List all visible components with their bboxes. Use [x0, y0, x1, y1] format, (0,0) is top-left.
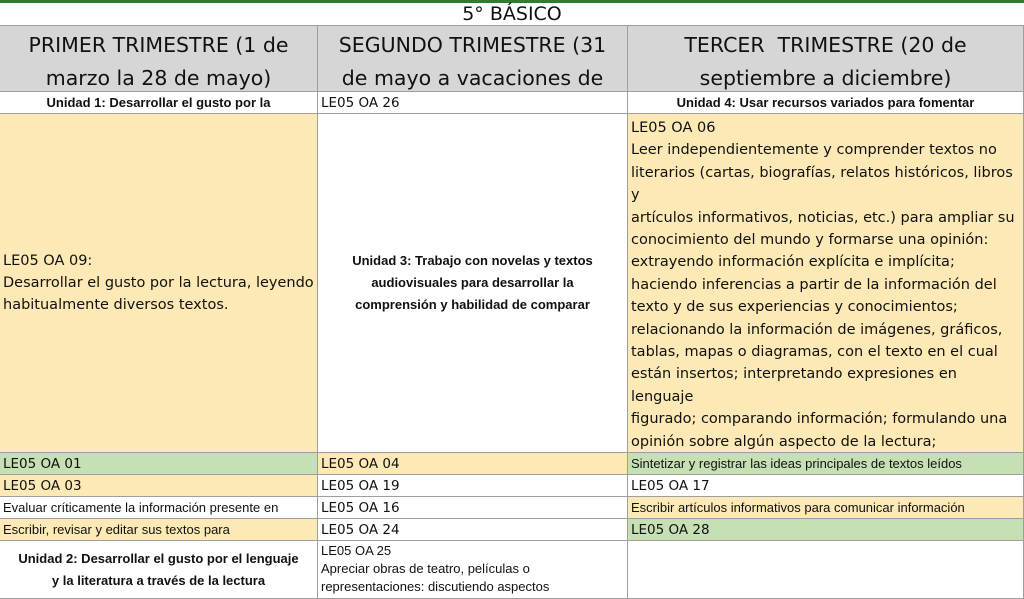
header-primer-trimestre[interactable]: PRIMER TRIMESTRE (1 de marzo la 28 de mayo) — [0, 26, 318, 92]
header-segundo-trimestre[interactable]: SEGUNDO TRIMESTRE (31 de mayo a vacaciones de — [318, 26, 628, 92]
cell-unidad-2[interactable] — [0, 541, 318, 599]
cell-le05-oa-24[interactable]: LE05 OA 24 — [318, 519, 628, 541]
cell-le05-oa-01[interactable]: LE05 OA 01 — [0, 453, 318, 475]
cell-le05-oa-09[interactable] — [0, 114, 318, 453]
cell-unidad-3[interactable] — [318, 114, 628, 453]
cell-le05-oa-04[interactable]: LE05 OA 04 — [318, 453, 628, 475]
cell-escribir-articulos[interactable]: Escribir artículos informativos para comunicar información — [628, 497, 1024, 519]
header-tercer-trimestre[interactable]: TERCER TRIMESTRE (20 de septiembre a diciembre) — [628, 26, 1024, 92]
cell-le05-oa-16[interactable]: LE05 OA 16 — [318, 497, 628, 519]
cell-le05-oa-26[interactable]: LE05 OA 26 — [318, 92, 628, 114]
cell-le05-oa-03[interactable]: LE05 OA 03 — [0, 475, 318, 497]
cell-unidad-4[interactable]: Unidad 4: Usar recursos variados para fomentar — [628, 92, 1024, 114]
cell-evaluar-criticamente[interactable]: Evaluar críticamente la información presente en — [0, 497, 318, 519]
cell-unidad-2-text: Unidad 2: Desarrollar el gusto por el lenguaje y la literatura a través de la lectura — [18, 550, 299, 588]
cell-le05-oa-25[interactable]: LE05 OA 25 Apreciar obras de teatro, películas o representaciones: discutiendo aspectos — [318, 541, 628, 599]
cell-escribir-revisar[interactable]: Escribir, revisar y editar sus textos para — [0, 519, 318, 541]
cell-le05-oa-09-text: LE05 OA 09: Desarrollar el gusto por la lectura, leyendo habitualmente diversos textos. — [3, 253, 314, 313]
cell-empty[interactable] — [628, 541, 1024, 599]
cell-unidad-3-text: Unidad 3: Trabajo con novelas y textos audiovisuales para desarrollar la comprensión y habilidad de comparar — [352, 253, 593, 312]
cell-unidad-1[interactable]: Unidad 1: Desarrollar el gusto por la — [0, 92, 318, 114]
sheet-title: 5° BÁSICO — [0, 3, 1024, 26]
cell-le05-oa-17[interactable]: LE05 OA 17 — [628, 475, 1024, 497]
cell-le05-oa-28[interactable]: LE05 OA 28 — [628, 519, 1024, 541]
cell-le05-oa-06[interactable]: LE05 OA 06 Leer independientemente y comprender textos no literarios (cartas, biografías, relatos históricos, libros y artículos informativos, noticias, etc.) para ampliar su conocimiento del mundo y formarse una opinión: extrayendo información explícita e implícita; haciendo inferencias a partir de la información del texto y de sus experiencias y conocimientos; relacionando la información de imágenes, gráficos, tablas, mapas o diagramas, con el texto en el cual están insertos; interpretando expresiones en lenguaje figurado; comparando información; formulando una opinión sobre algún aspecto de la lectura; — [628, 114, 1024, 453]
cell-sintetizar[interactable]: Sintetizar y registrar las ideas principales de textos leídos — [628, 453, 1024, 475]
cell-le05-oa-19[interactable]: LE05 OA 19 — [318, 475, 628, 497]
